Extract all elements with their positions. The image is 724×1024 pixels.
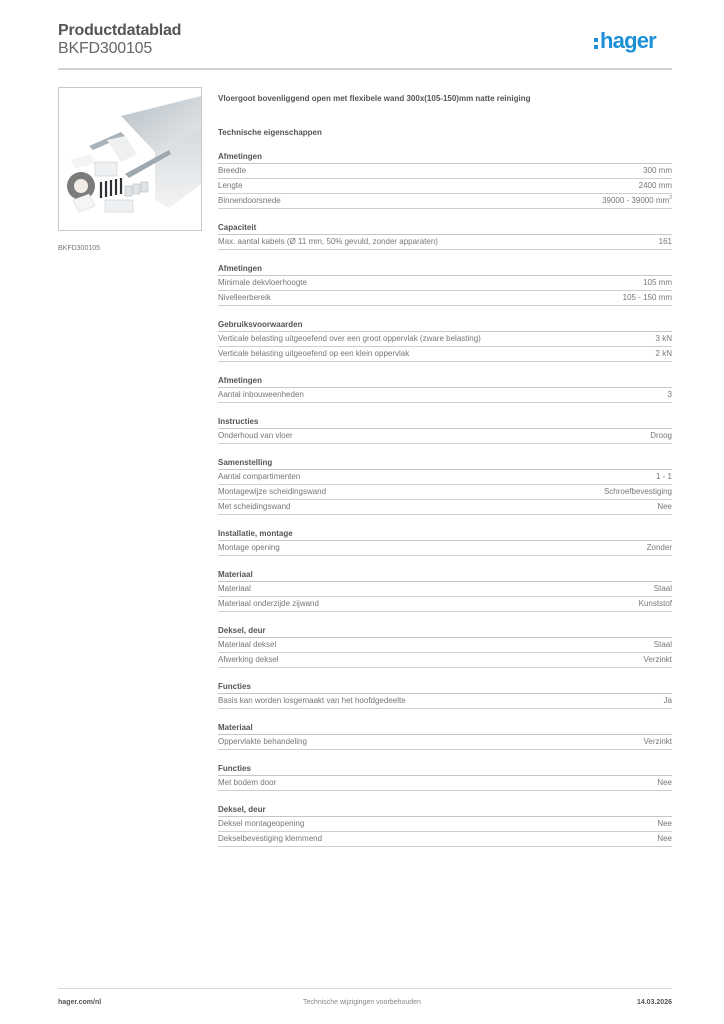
spec-row	[218, 429, 672, 444]
spec-value: 3	[667, 390, 672, 399]
spec-value: 105 - 150 mm	[622, 293, 672, 302]
spec-value: Staal	[653, 640, 672, 649]
footer-date: 14.03.2026	[636, 999, 672, 1006]
spec-group	[218, 804, 672, 847]
spec-value-cell	[647, 541, 672, 555]
spec-value: Verzinkt	[643, 737, 672, 746]
spec-group	[218, 528, 672, 556]
spec-value: Nee	[657, 502, 672, 511]
spec-row	[218, 735, 672, 750]
spec-row	[218, 291, 672, 306]
spec-group	[218, 569, 672, 612]
spec-group-title: Deksel, deur	[218, 804, 672, 817]
spec-row	[218, 470, 672, 485]
spec-value-cell	[664, 694, 672, 708]
footer-disclaimer: Technische wijzigingen voorbehouden	[303, 999, 421, 1006]
spec-label: Verticale belasting uitgeoefend over een groot oppervlak (zware belasting)	[218, 334, 481, 343]
spec-value: 105 mm	[643, 278, 672, 287]
spec-label: Binnendoorsnede	[218, 196, 281, 205]
spec-label: Verticale belasting uitgeoefend op een klein oppervlak	[218, 349, 410, 358]
spec-value: 2 kN	[655, 349, 672, 358]
spec-group	[218, 416, 672, 444]
spec-value: 3 kN	[655, 334, 672, 343]
spec-row	[218, 276, 672, 291]
spec-value-cell	[657, 776, 672, 790]
image-caption: BKFD300105	[58, 245, 101, 252]
spec-group	[218, 319, 672, 362]
spec-group-title: Instructies	[218, 416, 672, 429]
spec-value: 300 mm	[643, 166, 672, 175]
spec-group-title: Capaciteit	[218, 222, 672, 235]
spec-value-cell	[668, 388, 672, 402]
spec-group	[218, 222, 672, 250]
spec-value: Nee	[657, 778, 672, 787]
spec-value-cell	[650, 429, 672, 443]
spec-value-cell	[659, 235, 672, 249]
spec-value: Schroefbevestiging	[603, 487, 672, 496]
logo-colon-icon	[594, 32, 599, 48]
spec-label: Nivelleerbereik	[218, 293, 271, 302]
spec-value: 161	[658, 237, 672, 246]
spec-value-cell	[656, 347, 672, 361]
spec-value: Zonder	[646, 543, 672, 552]
floor-duct-illustration	[59, 88, 201, 230]
spec-group-title: Afmetingen	[218, 375, 672, 388]
spec-value: Nee	[657, 834, 672, 843]
product-sku: BKFD300105	[58, 40, 153, 57]
spec-row	[218, 597, 672, 612]
logo-text: hager	[600, 28, 656, 53]
spec-label: Dekselbevestiging klemmend	[218, 834, 323, 843]
spec-row	[218, 388, 672, 403]
spec-row	[218, 500, 672, 515]
spec-value-cell	[639, 179, 672, 193]
spec-value-cell	[657, 817, 672, 831]
spec-group-title: Afmetingen	[218, 151, 672, 164]
spec-group	[218, 625, 672, 668]
spec-value: 2400 mm	[638, 181, 672, 190]
spec-value: Verzinkt	[643, 655, 672, 664]
spec-row	[218, 694, 672, 709]
spec-label: Basis kan worden losgemaakt van het hoofdgedeelte	[218, 696, 406, 705]
spec-group-title: Deksel, deur	[218, 625, 672, 638]
spec-label: Materiaal onderzijde zijwand	[218, 599, 319, 608]
spec-label: Aantal inbouweenheden	[218, 390, 304, 399]
spec-group	[218, 375, 672, 403]
spec-group-title: Functies	[218, 681, 672, 694]
spec-value-cell	[654, 582, 672, 596]
spec-row	[218, 194, 672, 209]
spec-row	[218, 776, 672, 791]
spec-row	[218, 235, 672, 250]
spec-row	[218, 485, 672, 500]
spec-group	[218, 681, 672, 709]
spec-group	[218, 722, 672, 750]
spec-value: 39000 - 39000 mm	[602, 196, 670, 205]
spec-value: 1 - 1	[655, 472, 672, 481]
spec-value-cell	[602, 194, 672, 208]
spec-row	[218, 582, 672, 597]
spec-label: Max. aantal kabels (Ø 11 mm, 50% gevuld, zonder apparaten)	[218, 237, 438, 246]
spec-label: Breedte	[218, 166, 247, 175]
spec-value-cell	[643, 164, 672, 178]
spec-group-title: Samenstelling	[218, 457, 672, 470]
spec-label: Met bodem door	[218, 778, 277, 787]
spec-label: Montage opening	[218, 543, 280, 552]
spec-value: Ja	[663, 696, 672, 705]
spec-row	[218, 332, 672, 347]
spec-group	[218, 151, 672, 209]
spec-value-cell	[656, 470, 672, 484]
spec-value-cell	[656, 332, 672, 346]
spec-value-cell	[644, 653, 672, 667]
spec-row	[218, 817, 672, 832]
product-description: Vloergoot bovenliggend open met flexibele wand 300x(105-150)mm natte reiniging	[218, 94, 531, 103]
spec-value-cell	[639, 597, 672, 611]
spec-label: Oppervlakte behandeling	[218, 737, 307, 746]
spec-group-title: Functies	[218, 763, 672, 776]
header-divider	[58, 68, 672, 70]
spec-value-cell	[623, 291, 672, 305]
spec-value: Staal	[653, 584, 672, 593]
spec-value: Kunststof	[638, 599, 672, 608]
spec-value-unit-superscript: 2	[669, 195, 672, 201]
hager-logo	[594, 29, 656, 53]
section-title: Technische eigenschappen	[218, 128, 322, 137]
spec-group-title: Afmetingen	[218, 263, 672, 276]
spec-label: Afwerking deksel	[218, 655, 279, 664]
spec-value-cell	[644, 735, 672, 749]
spec-group-title: Installatie, montage	[218, 528, 672, 541]
spec-row	[218, 638, 672, 653]
spec-group	[218, 763, 672, 791]
spec-label: Materiaal	[218, 584, 251, 593]
spec-group	[218, 457, 672, 515]
spec-content	[218, 94, 672, 847]
spec-value-cell	[657, 500, 672, 514]
spec-label: Minimale dekvloerhoogte	[218, 278, 307, 287]
spec-group-title: Gebruiksvoorwaarden	[218, 319, 672, 332]
spec-value: Droog	[650, 431, 672, 440]
spec-value-cell	[643, 276, 672, 290]
spec-label: Met scheidingswand	[218, 502, 291, 511]
footer-divider	[58, 988, 672, 989]
spec-row	[218, 832, 672, 847]
spec-groups	[218, 151, 672, 847]
spec-group-title: Materiaal	[218, 722, 672, 735]
spec-label: Deksel montageopening	[218, 819, 305, 828]
spec-value-cell	[657, 832, 672, 846]
product-image	[58, 87, 202, 231]
spec-group-title: Materiaal	[218, 569, 672, 582]
spec-label: Lengte	[218, 181, 243, 190]
spec-row	[218, 164, 672, 179]
spec-row	[218, 541, 672, 556]
spec-label: Aantal compartimenten	[218, 472, 301, 481]
spec-row	[218, 347, 672, 362]
spec-group	[218, 263, 672, 306]
spec-row	[218, 653, 672, 668]
footer-website-link[interactable]: hager.com/nl	[58, 999, 102, 1006]
page-title: Productdatablad	[58, 22, 182, 39]
spec-value: Nee	[657, 819, 672, 828]
spec-value-cell	[654, 638, 672, 652]
spec-value-cell	[604, 485, 672, 499]
spec-label: Onderhoud van vloer	[218, 431, 293, 440]
spec-row	[218, 179, 672, 194]
spec-label: Materiaal deksel	[218, 640, 277, 649]
spec-label: Montagewijze scheidingswand	[218, 487, 327, 496]
